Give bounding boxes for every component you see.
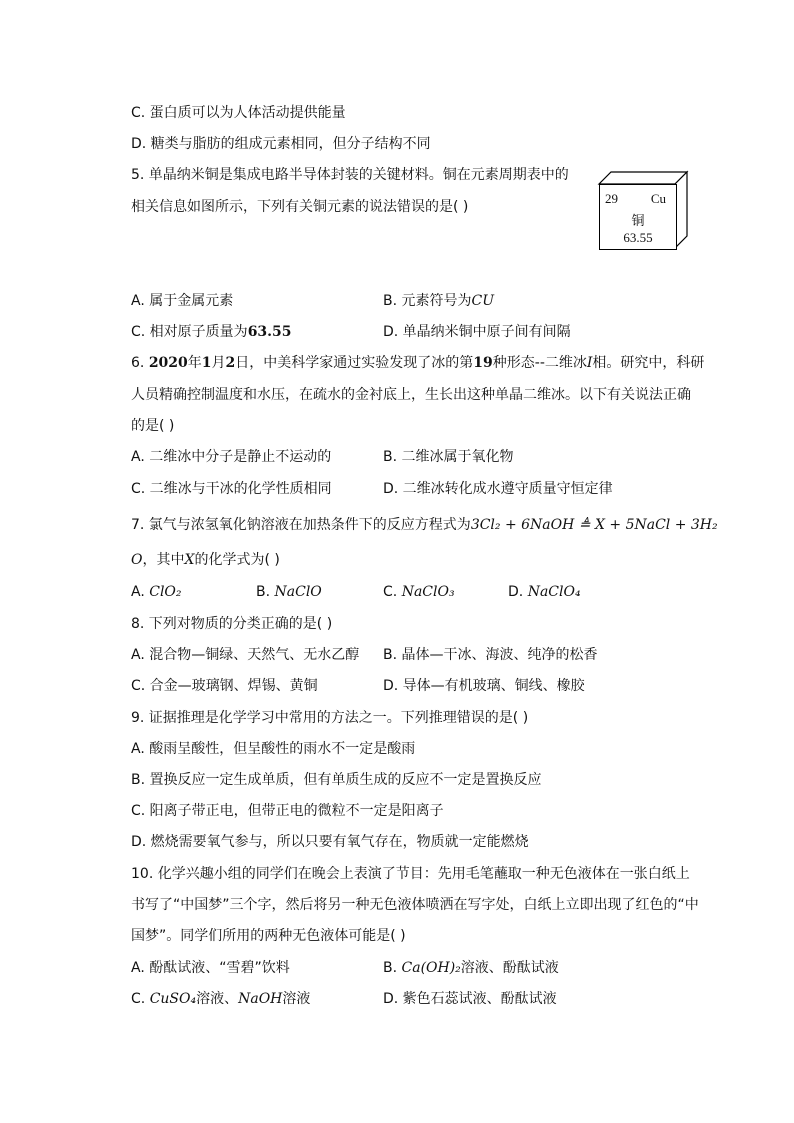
q5-option-b-symbol: CU [471, 293, 495, 309]
q7-c-label: C. [383, 584, 402, 600]
element-symbol: Cu [650, 191, 666, 206]
q7-tail: 的化学式为( ) [194, 552, 280, 568]
q9-option-c: C. 阳离子带正电，但带正电的微粒不一定是阳离子 [131, 803, 444, 819]
q7-c-formula: NaClO₃ [401, 584, 455, 600]
q6-num: 6. [131, 355, 149, 371]
q7-a-label: A. [131, 584, 150, 600]
atomic-number: 29 [605, 191, 618, 206]
q10-b-tail: 溶液、酚酞试液 [460, 960, 559, 976]
q6-text-c: 月 [211, 355, 226, 371]
q10-option-a: A. 酚酞试液、“雪碧”饮料 [131, 960, 290, 976]
q5-option-d: D. 单晶纳米铜中原子间有间隔 [383, 324, 571, 340]
q5-option-b [383, 291, 494, 311]
q10-stem-line2: 书写了“中国梦”三个字，然后将另一种无色液体喷洒在写字处，白纸上立即出现了红色的“中 [131, 897, 699, 913]
q10-c-tail: 溶液 [282, 991, 311, 1007]
q8-stem: 8. 下列对物质的分类正确的是( ) [131, 616, 333, 632]
q10-option-c [131, 989, 310, 1009]
q6-stem-line1 [131, 353, 704, 373]
q6-option-b: B. 二维冰属于氧化物 [383, 449, 514, 465]
q5-option-c-number: 63.55 [247, 324, 292, 340]
q7-b-label: B. [256, 584, 275, 600]
q7-option-a [131, 582, 182, 602]
q7-symbol-x: X [184, 552, 195, 568]
q10-c-formula1: CuSO₄ [149, 991, 197, 1007]
q7-stem-line2 [131, 550, 280, 570]
q10-b-formula: Ca(OH)₂ [401, 960, 461, 976]
q6-text-g: 相。研究中，科研 [592, 355, 705, 371]
q8-option-a: A. 混合物—铜绿、天然气、无水乙醇 [131, 647, 360, 663]
q9-option-a: A. 酸雨呈酸性，但呈酸性的雨水不一定是酸雨 [131, 741, 416, 757]
q7-equation-end: O [131, 552, 143, 568]
q10-b-label: B. [383, 960, 402, 976]
q6-stem-line2: 人员精确控制温度和水压，在疏水的金衬底上，生长出这种单晶二维冰。以下有关说法正确 [131, 387, 691, 403]
q7-option-b [256, 582, 322, 602]
atomic-mass: 63.55 [623, 230, 653, 245]
q5-option-b-text: B. 元素符号为 [383, 293, 472, 309]
q7-d-label: D. [508, 584, 528, 600]
q6-day: 2 [225, 355, 236, 371]
q6-text-e: 日，中美科学家通过实验发现了冰的第 [235, 355, 474, 371]
q7-a-formula: ClO₂ [149, 584, 182, 600]
q6-text-f: 种形态--二维冰 [492, 355, 587, 371]
q8-option-c: C. 合金—玻璃钢、焊锡、黄铜 [131, 678, 318, 694]
q5-option-c-text: C. 相对原子质量为 [131, 324, 248, 340]
q5-stem-line1: 5. 单晶纳米铜是集成电路半导体封装的关键材料。铜在元素周期表中的 [131, 167, 569, 183]
element-box [599, 184, 677, 250]
q7-equation: 3Cl₂ + 6NaOH ≜ X + 5NaCl + 3H₂ [470, 517, 718, 533]
q5-option-c [131, 322, 292, 342]
q6-year: 2020 [148, 355, 188, 371]
q9-stem: 9. 证据推理是化学学习中常用的方法之一。下列推理错误的是( ) [131, 710, 529, 726]
q7-option-c [383, 582, 455, 602]
q10-stem-line1: 10. 化学兴趣小组的同学们在晚会上表演了节目：先用毛笔蘸取一种无色液体在一张白纸上 [131, 866, 690, 882]
q7-text: ，其中 [142, 552, 185, 568]
q6-text-b: 年 [187, 355, 202, 371]
q8-option-b: B. 晶体—干冰、海波、纯净的松香 [383, 647, 598, 663]
q6-option-c: C. 二维冰与干冰的化学性质相同 [131, 481, 332, 497]
q6-symbol-i: I [586, 355, 593, 371]
q10-stem-line3: 国梦”。同学们所用的两种无色液体可能是( ) [131, 928, 406, 944]
element-name: 铜 [631, 214, 645, 229]
q9-option-d: D. 燃烧需要氧气参与，所以只要有氧气存在，物质就一定能燃烧 [131, 834, 529, 850]
q7-stem-line1 [131, 515, 718, 535]
q10-c-mid: 溶液、 [196, 991, 239, 1007]
q6-option-a: A. 二维冰中分子是静止不运动的 [131, 449, 332, 465]
q4-option-c: C. 蛋白质可以为人体活动提供能量 [131, 105, 346, 121]
q5-option-a: A. 属于金属元素 [131, 293, 234, 309]
q7-option-d [508, 582, 581, 602]
q6-stem-line3: 的是( ) [131, 418, 175, 434]
q5-stem-line2: 相关信息如图所示，下列有关铜元素的说法错误的是( ) [131, 199, 469, 215]
q6-month: 1 [201, 355, 212, 371]
q10-option-b [383, 958, 559, 978]
q10-option-d: D. 紫色石蕊试液、酚酞试液 [383, 991, 557, 1007]
q7-stem-text: 7. 氯气与浓氢氧化钠溶液在加热条件下的反应方程式为 [131, 517, 471, 533]
q6-option-d: D. 二维冰转化成水遵守质量守恒定律 [383, 481, 613, 497]
q9-option-b: B. 置换反应一定生成单质，但有单质生成的反应不一定是置换反应 [131, 772, 542, 788]
q6-number-19: 19 [473, 355, 493, 371]
q10-c-label: C. [131, 991, 150, 1007]
q8-option-d: D. 导体—有机玻璃、铜线、橡胶 [383, 678, 585, 694]
q4-option-d: D. 糖类与脂肪的组成元素相同，但分子结构不同 [131, 136, 431, 152]
q7-d-formula: NaClO₄ [527, 584, 581, 600]
q7-b-formula: NaClO [274, 584, 322, 600]
q10-c-formula2: NaOH [238, 991, 283, 1007]
